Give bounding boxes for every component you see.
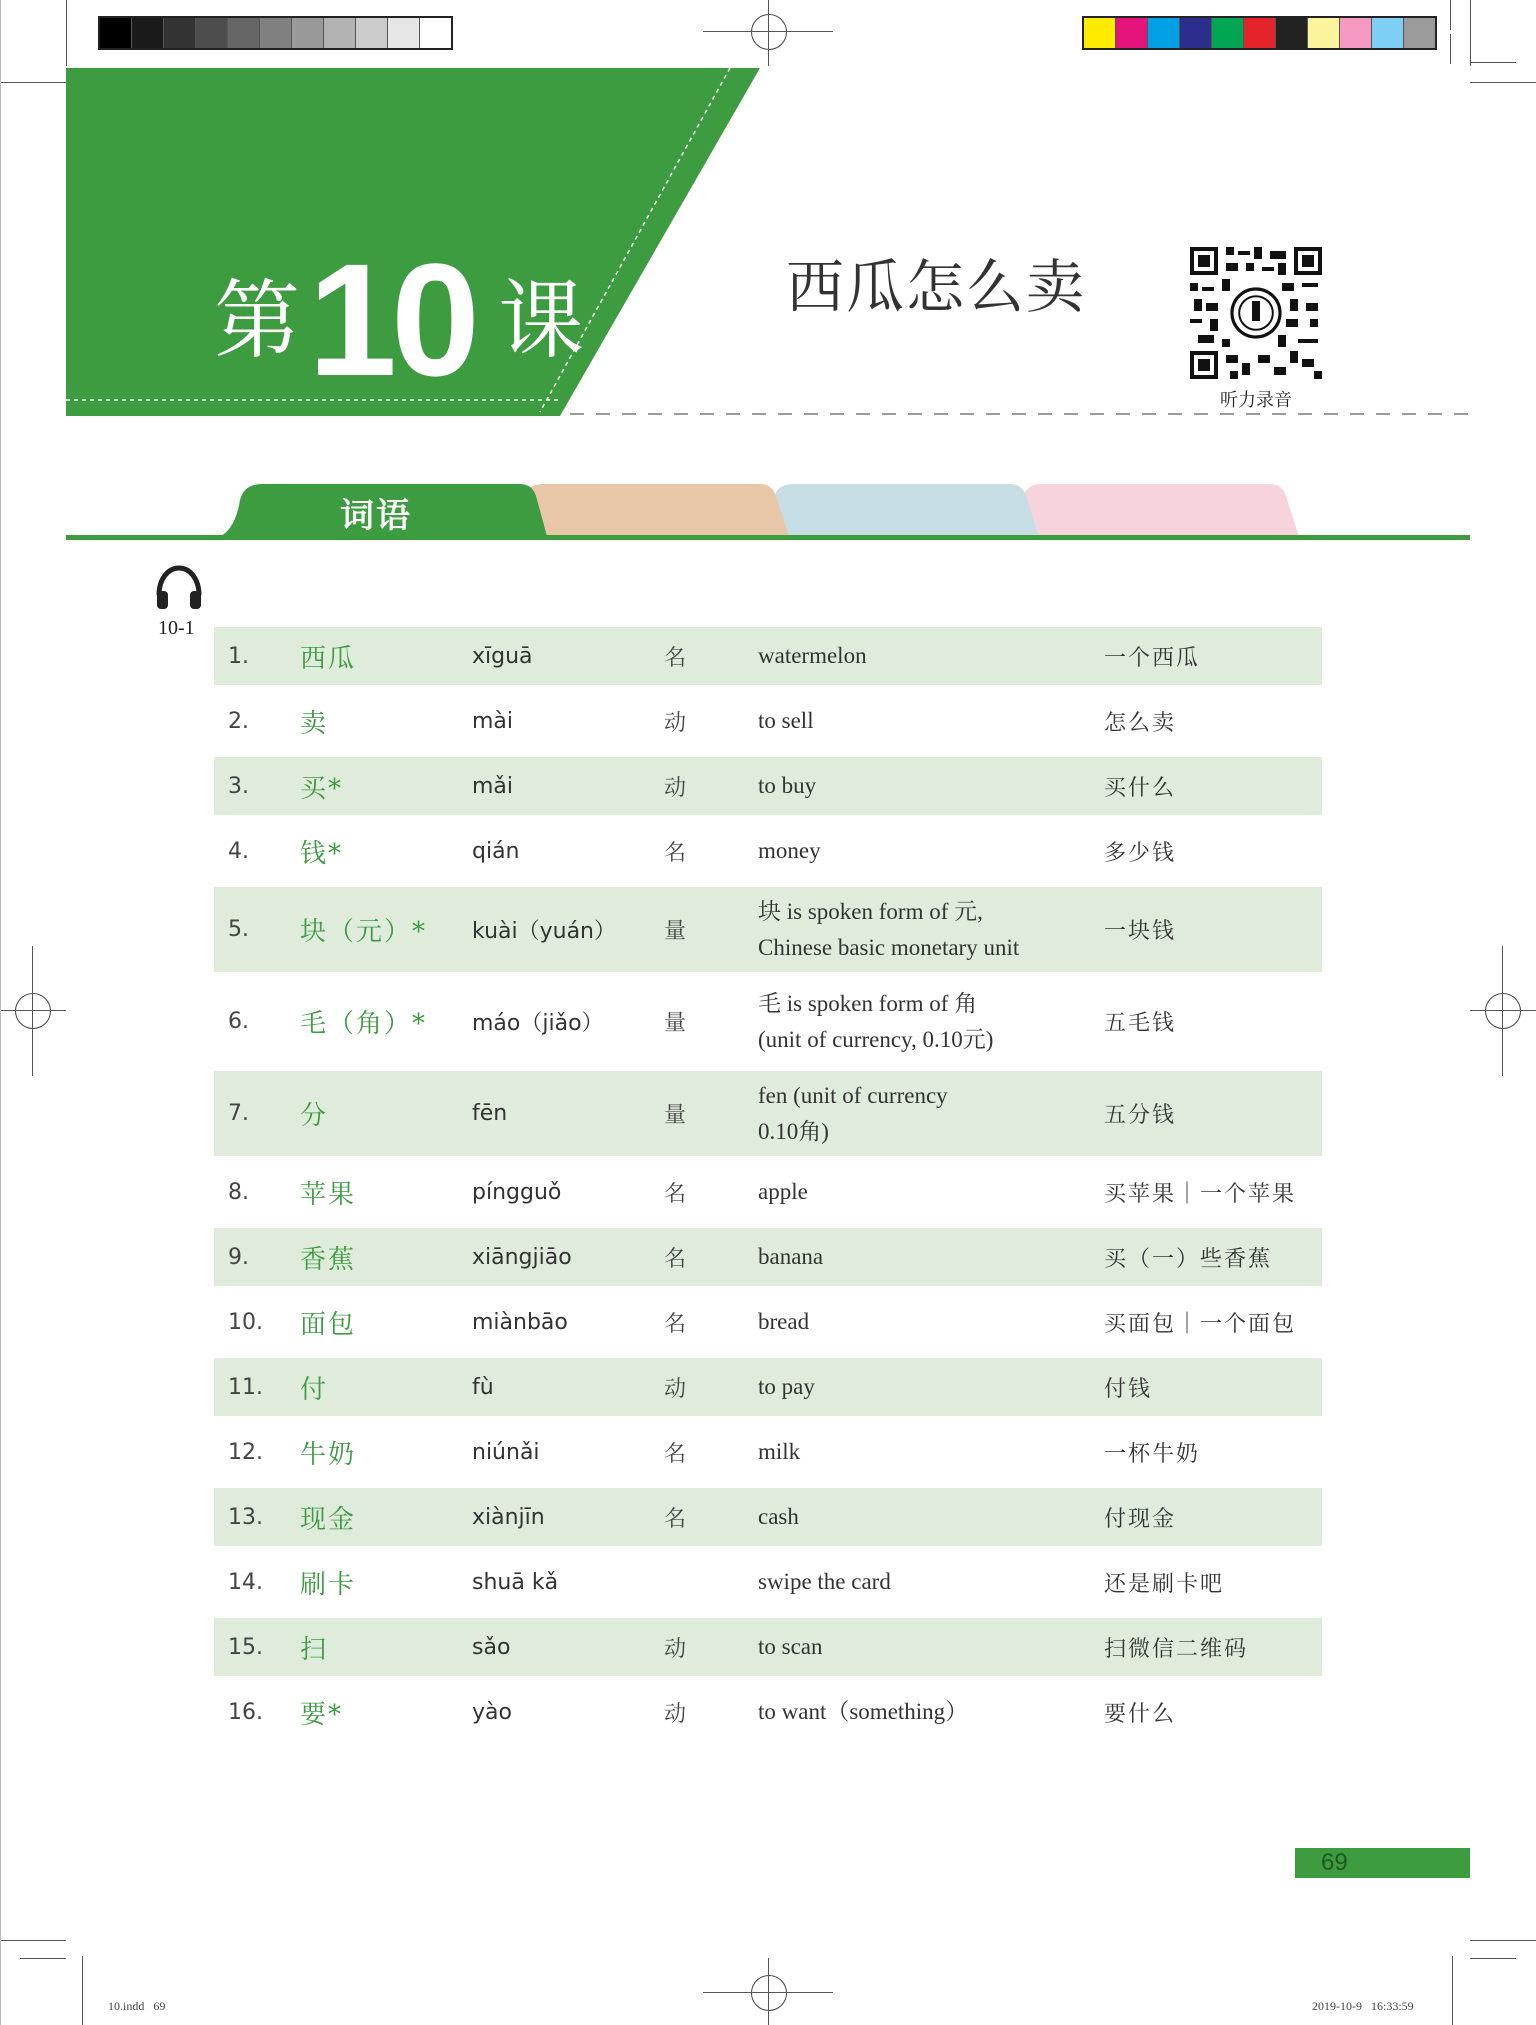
vocab-english <box>758 979 1078 1064</box>
vocab-row <box>214 1358 1322 1416</box>
vocab-pinyin: xiāngjiāo <box>472 1244 572 1270</box>
vocab-english-line: to scan <box>758 1634 823 1659</box>
section-rule <box>66 535 1470 540</box>
vocab-english-line: bread <box>758 1309 810 1334</box>
vocab-example: 一杯牛奶 <box>1104 1441 1201 1467</box>
vocab-english <box>758 822 1078 880</box>
vocab-row <box>214 1488 1322 1546</box>
registration-mark <box>1485 993 1521 1029</box>
vocab-part-of-speech: 动 <box>664 1636 687 1662</box>
vocab-number: 8. <box>228 1179 249 1205</box>
vocab-number: 7. <box>228 1101 249 1126</box>
vocab-part-of-speech: 名 <box>664 1181 687 1207</box>
registration-mark <box>15 993 51 1029</box>
vocab-example: 多少钱 <box>1104 840 1177 866</box>
vocab-pinyin: kuài（yuán） <box>472 919 616 944</box>
vocab-part-of-speech: 名 <box>664 1246 687 1272</box>
crop-mark <box>1470 1940 1536 1941</box>
vocab-hanzi: 现金 <box>300 1504 357 1535</box>
vocab-row <box>214 822 1322 880</box>
crop-mark <box>1452 1956 1453 2025</box>
vocab-english-line: Chinese basic monetary unit <box>758 934 1020 960</box>
crop-mark <box>0 1940 66 1941</box>
vocab-english <box>758 1618 1078 1676</box>
vocab-example: 还是刷卡吧 <box>1104 1571 1225 1597</box>
registration-mark <box>32 946 33 1076</box>
vocab-english <box>758 1071 1078 1156</box>
vocab-pinyin: mǎi <box>472 773 514 799</box>
vocab-example: 五毛钱 <box>1104 1011 1177 1036</box>
vocab-row <box>214 1071 1322 1156</box>
vocab-row <box>214 1293 1322 1351</box>
vocab-part-of-speech: 名 <box>664 1506 687 1532</box>
vocab-english <box>758 1163 1078 1221</box>
vocab-number: 2. <box>228 708 249 734</box>
vocab-row <box>214 1683 1322 1741</box>
vocab-english-line: money <box>758 838 821 863</box>
headphones-icon[interactable] <box>154 563 204 613</box>
vocab-row <box>214 1228 1322 1286</box>
vocab-number: 11. <box>228 1374 263 1400</box>
vocab-hanzi: 分 <box>300 1101 329 1131</box>
section-tabs <box>0 470 1536 540</box>
vocab-english <box>758 1228 1078 1286</box>
vocab-row <box>214 1618 1322 1676</box>
lesson-title: 西瓜怎么卖 <box>786 253 1087 321</box>
vocab-english-line: watermelon <box>758 643 867 668</box>
vocab-number: 16. <box>228 1699 263 1725</box>
vocab-english <box>758 1358 1078 1416</box>
vocab-hanzi: 钱* <box>300 838 344 869</box>
vocab-pinyin: máo（jiǎo） <box>472 1011 604 1036</box>
vocab-pinyin: sǎo <box>472 1634 511 1660</box>
vocab-part-of-speech: 动 <box>664 775 687 801</box>
vocab-part-of-speech: 名 <box>664 645 687 671</box>
registration-mark <box>1502 946 1503 1076</box>
vocab-hanzi: 卖 <box>300 708 329 739</box>
registration-mark <box>751 1975 787 2011</box>
vocab-english-line: fen (unit of currency <box>758 1082 948 1108</box>
page-number: 69 <box>1321 1849 1348 1876</box>
registration-mark <box>1470 1010 1536 1011</box>
vocab-example: 一块钱 <box>1104 919 1177 944</box>
vocab-english-line: apple <box>758 1179 808 1204</box>
vocab-hanzi: 买* <box>300 773 344 804</box>
vocab-row <box>214 627 1322 685</box>
vocab-number: 9. <box>228 1244 249 1270</box>
vocab-english <box>758 887 1078 972</box>
vocab-english-line: milk <box>758 1439 801 1464</box>
footer-timestamp: 2019-10-9 16:33:59 <box>1312 1999 1414 2013</box>
vocab-hanzi: 扫 <box>300 1634 329 1665</box>
vocab-number: 14. <box>228 1569 263 1595</box>
vocab-hanzi: 块（元）* <box>300 917 428 947</box>
vocab-part-of-speech: 量 <box>664 1011 687 1036</box>
vocab-english <box>758 1683 1078 1741</box>
qr-code[interactable] <box>1190 247 1322 379</box>
vocab-hanzi: 香蕉 <box>300 1244 357 1275</box>
vocab-row <box>214 692 1322 750</box>
vocab-english-line: 0.10角) <box>758 1118 829 1144</box>
vocab-example: 怎么卖 <box>1104 710 1177 736</box>
tab-pink <box>1010 484 1300 540</box>
vocab-hanzi: 面包 <box>300 1309 357 1340</box>
vocab-english <box>758 1293 1078 1351</box>
vocab-english-line: to sell <box>758 708 814 733</box>
vocab-english-line: to buy <box>758 773 817 798</box>
vocab-hanzi: 毛（角）* <box>300 1009 428 1039</box>
footer-file-info: 10.indd 69 <box>108 1999 166 2013</box>
lesson-prefix: 第 <box>214 271 300 371</box>
vocab-example: 一个西瓜 <box>1104 645 1201 671</box>
vocab-row <box>214 1163 1322 1221</box>
vocab-example: 买什么 <box>1104 775 1177 801</box>
vocab-part-of-speech: 名 <box>664 1441 687 1467</box>
vocab-number: 10. <box>228 1309 263 1335</box>
crop-mark <box>20 1958 66 1959</box>
vocab-english-line: 块 is spoken form of 元, <box>758 898 983 924</box>
vocab-number: 5. <box>228 917 249 942</box>
vocab-hanzi: 刷卡 <box>300 1569 357 1600</box>
vocab-part-of-speech: 动 <box>664 1701 687 1727</box>
vocab-example: 扫微信二维码 <box>1104 1636 1249 1662</box>
vocab-english-line: (unit of currency, 0.10元) <box>758 1026 994 1052</box>
vocab-hanzi: 付 <box>300 1374 329 1405</box>
vocab-part-of-speech: 动 <box>664 1376 687 1402</box>
vocab-number: 6. <box>228 1009 249 1034</box>
vocab-pinyin: xiànjīn <box>472 1504 545 1530</box>
vocab-hanzi: 牛奶 <box>300 1439 357 1470</box>
vocab-example: 买苹果｜一个苹果 <box>1104 1181 1297 1207</box>
vocab-pinyin: niúnǎi <box>472 1439 540 1465</box>
vocab-pinyin: xīguā <box>472 643 533 669</box>
vocab-pinyin: fù <box>472 1374 494 1400</box>
audio-track-label: 10-1 <box>158 617 195 639</box>
vocab-hanzi: 苹果 <box>300 1179 357 1210</box>
vocab-row <box>214 1423 1322 1481</box>
lesson-suffix: 课 <box>497 271 584 371</box>
vocab-example: 付钱 <box>1104 1376 1153 1402</box>
vocab-pinyin: mài <box>472 708 514 734</box>
vocab-part-of-speech: 量 <box>664 1103 687 1128</box>
lesson-heading <box>214 210 584 409</box>
vocab-row <box>214 979 1322 1064</box>
vocab-row <box>214 757 1322 815</box>
lesson-number: 10 <box>308 230 474 409</box>
tab-tan <box>510 484 790 540</box>
crop-mark <box>82 1956 83 2025</box>
page-number-bar <box>1295 1848 1470 1878</box>
vocab-table <box>214 627 1322 1748</box>
vocab-english-line: 毛 is spoken form of 角 <box>758 990 978 1016</box>
registration-mark <box>0 1010 66 1011</box>
vocab-example: 买面包｜一个面包 <box>1104 1311 1297 1337</box>
vocab-english <box>758 1423 1078 1481</box>
vocab-pinyin: miànbāo <box>472 1309 568 1335</box>
vocab-english <box>758 627 1078 685</box>
section-tab-label[interactable]: 词语 <box>340 496 412 536</box>
vocab-number: 15. <box>228 1634 263 1660</box>
vocab-part-of-speech: 量 <box>664 919 687 944</box>
vocab-pinyin: yào <box>472 1699 512 1725</box>
vocab-english-line: to pay <box>758 1374 815 1399</box>
vocab-english <box>758 1488 1078 1546</box>
vocab-english <box>758 757 1078 815</box>
vocab-pinyin: píngguǒ <box>472 1179 562 1205</box>
vocab-english <box>758 1553 1078 1611</box>
vocab-example: 要什么 <box>1104 1701 1177 1727</box>
vocab-example: 五分钱 <box>1104 1103 1177 1128</box>
vocab-hanzi: 西瓜 <box>300 643 357 674</box>
crop-mark <box>1470 1958 1516 1959</box>
vocab-part-of-speech: 动 <box>664 710 687 736</box>
vocab-english-line: swipe the card <box>758 1569 891 1594</box>
tab-blue <box>760 484 1040 540</box>
qr-caption: 听力录音 <box>1220 390 1292 411</box>
vocab-number: 3. <box>228 773 249 799</box>
vocab-number: 1. <box>228 643 249 669</box>
vocab-number: 4. <box>228 838 249 864</box>
vocab-number: 13. <box>228 1504 263 1530</box>
vocab-english-line: cash <box>758 1504 799 1529</box>
vocab-row <box>214 887 1322 972</box>
vocab-row <box>214 1553 1322 1611</box>
vocab-english-line: banana <box>758 1244 824 1269</box>
vocab-hanzi: 要* <box>300 1699 344 1730</box>
vocab-pinyin: qián <box>472 838 520 864</box>
vocab-part-of-speech: 名 <box>664 1311 687 1337</box>
vocab-number: 12. <box>228 1439 263 1465</box>
vocab-pinyin: fēn <box>472 1101 508 1126</box>
vocab-example: 付现金 <box>1104 1506 1177 1532</box>
vocab-english-line: to want（something） <box>758 1699 969 1724</box>
vocab-example: 买（一）些香蕉 <box>1104 1246 1273 1272</box>
vocab-english <box>758 692 1078 750</box>
vocab-pinyin: shuā kǎ <box>472 1569 559 1595</box>
vocab-part-of-speech: 名 <box>664 840 687 866</box>
registration-mark <box>768 1958 769 2025</box>
